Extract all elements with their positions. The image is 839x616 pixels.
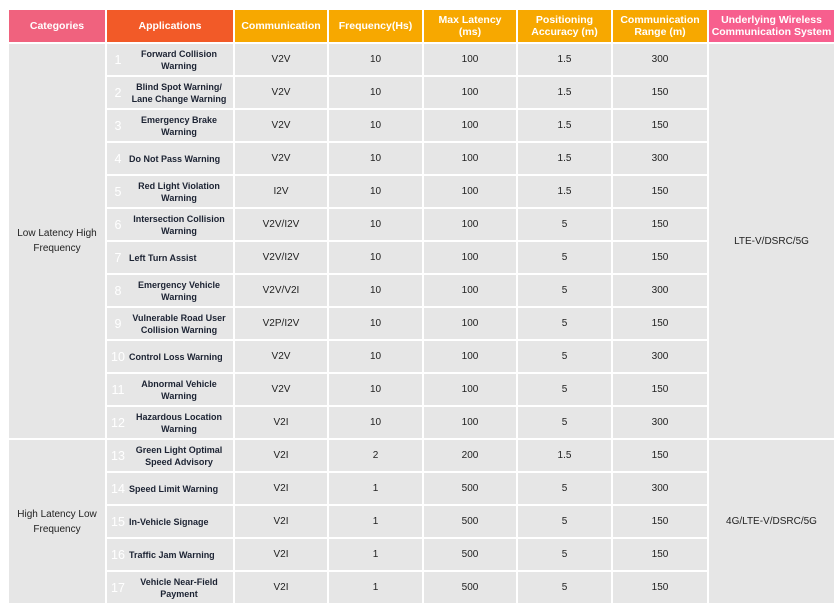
application-cell [107,407,233,438]
communication-cell: V2V/I2V [235,209,327,240]
max-latency-cell: 500 [424,572,516,603]
max-latency-cell: 200 [424,440,516,471]
positioning-cell: 1.5 [518,176,611,207]
positioning-cell: 5 [518,407,611,438]
row-number: 4 [114,151,122,166]
application-name: Traffic Jam Warning [129,549,215,560]
application-name: Vulnerable Road User Collision Warning [132,312,226,335]
header-row [9,10,834,42]
application-cell [107,473,233,504]
frequency-cell: 10 [329,209,422,240]
communication-cell: V2I [235,473,327,504]
category-cell: High Latency Low Frequency [9,440,105,603]
application-cell [107,44,233,75]
positioning-cell: 5 [518,473,611,504]
application-cell [107,572,233,603]
row-number: 7 [114,250,122,265]
max-latency-cell: 100 [424,341,516,372]
range-cell: 150 [613,176,707,207]
range-cell: 300 [613,44,707,75]
communication-cell: V2P/I2V [235,308,327,339]
application-name: Speed Limit Warning [129,483,219,494]
frequency-cell: 10 [329,275,422,306]
application-cell [107,176,233,207]
frequency-cell: 10 [329,308,422,339]
communication-cell: I2V [235,176,327,207]
range-cell: 300 [613,275,707,306]
header-frequency: Frequency(Hs) [329,10,422,42]
frequency-cell: 10 [329,407,422,438]
application-cell [107,77,233,108]
frequency-cell: 1 [329,506,422,537]
positioning-cell: 5 [518,209,611,240]
frequency-cell: 10 [329,176,422,207]
communication-cell: V2V [235,110,327,141]
max-latency-cell: 100 [424,209,516,240]
communication-cell: V2V [235,44,327,75]
application-name: Intersection Collision Warning [133,213,225,236]
row-number: 2 [114,85,122,100]
application-cell [107,341,233,372]
frequency-cell: 10 [329,110,422,141]
communication-cell: V2V [235,77,327,108]
frequency-cell: 1 [329,473,422,504]
table-row [9,44,834,75]
positioning-cell: 5 [518,308,611,339]
positioning-cell: 5 [518,275,611,306]
wireless-system-cell: 4G/LTE-V/DSRC/5G [709,440,834,603]
positioning-cell: 1.5 [518,143,611,174]
application-name: Do Not Pass Warning [129,153,221,164]
range-cell: 150 [613,539,707,570]
row-number: 3 [114,118,122,133]
range-cell: 300 [613,143,707,174]
row-number: 16 [111,547,125,562]
applications-table [7,8,836,605]
row-number: 6 [114,217,122,232]
frequency-cell: 10 [329,374,422,405]
range-cell: 150 [613,440,707,471]
max-latency-cell: 500 [424,506,516,537]
max-latency-cell: 100 [424,77,516,108]
header-categories: Categories [9,10,105,42]
row-number: 15 [111,514,125,529]
frequency-cell: 10 [329,341,422,372]
positioning-cell: 5 [518,572,611,603]
row-number: 5 [114,184,122,199]
frequency-cell: 10 [329,44,422,75]
communication-cell: V2V/V2I [235,275,327,306]
row-number: 9 [114,316,122,331]
communication-cell: V2V [235,374,327,405]
application-name: Vehicle Near-Field Payment [140,576,218,599]
communication-cell: V2I [235,407,327,438]
application-cell [107,209,233,240]
application-cell [107,374,233,405]
frequency-cell: 10 [329,242,422,273]
positioning-cell: 5 [518,374,611,405]
application-cell [107,110,233,141]
range-cell: 300 [613,341,707,372]
positioning-cell: 5 [518,506,611,537]
max-latency-cell: 100 [424,176,516,207]
row-number: 1 [114,52,122,67]
row-number: 12 [111,415,125,430]
row-number: 14 [111,481,125,496]
communication-cell: V2I [235,506,327,537]
application-cell [107,506,233,537]
frequency-cell: 2 [329,440,422,471]
range-cell: 150 [613,209,707,240]
application-cell [107,440,233,471]
range-cell: 150 [613,374,707,405]
range-cell: 150 [613,572,707,603]
application-name: Forward Collision Warning [140,48,217,71]
category-cell: Low Latency High Frequency [9,44,105,438]
application-name: Left Turn Assist [129,252,197,263]
frequency-cell: 10 [329,143,422,174]
positioning-cell: 5 [518,539,611,570]
communication-cell: V2I [235,572,327,603]
communication-cell: V2V/I2V [235,242,327,273]
communication-cell: V2V [235,341,327,372]
row-number: 8 [114,283,122,298]
max-latency-cell: 100 [424,143,516,174]
application-cell [107,539,233,570]
positioning-cell: 1.5 [518,440,611,471]
max-latency-cell: 100 [424,44,516,75]
wireless-system-cell: LTE-V/DSRC/5G [709,44,834,438]
frequency-cell: 1 [329,539,422,570]
range-cell: 300 [613,473,707,504]
max-latency-cell: 100 [424,308,516,339]
application-name: Abnormal Vehicle Warning [141,378,217,401]
application-name: Emergency Brake Warning [140,114,218,137]
row-number: 17 [111,580,125,595]
range-cell: 150 [613,77,707,108]
max-latency-cell: 100 [424,242,516,273]
application-name: Blind Spot Warning/ Lane Change Warning [131,81,227,104]
row-number: 10 [111,349,125,364]
header-wireless: Underlying Wireless Communication System [709,10,834,42]
frequency-cell: 10 [329,77,422,108]
application-name: Red Light Violation Warning [138,180,220,203]
range-cell: 150 [613,110,707,141]
application-name: Emergency Vehicle Warning [137,279,221,302]
header-max-latency: Max Latency (ms) [424,10,516,42]
max-latency-cell: 100 [424,374,516,405]
application-cell [107,308,233,339]
application-name: In-Vehicle Signage [129,516,209,527]
application-name: Control Loss Warning [129,351,223,362]
header-applications: Applications [107,10,233,42]
application-cell [107,275,233,306]
range-cell: 300 [613,407,707,438]
application-name: Green Light Optimal Speed Advisory [135,444,223,467]
communication-cell: V2I [235,440,327,471]
header-range: Communication Range (m) [613,10,707,42]
positioning-cell: 1.5 [518,110,611,141]
max-latency-cell: 100 [424,407,516,438]
application-name: Hazardous Location Warning [135,411,222,434]
range-cell: 150 [613,506,707,537]
row-number: 13 [111,448,125,463]
communication-cell: V2I [235,539,327,570]
range-cell: 150 [613,308,707,339]
communication-cell: V2V [235,143,327,174]
header-communication: Communication [235,10,327,42]
range-cell: 150 [613,242,707,273]
positioning-cell: 1.5 [518,77,611,108]
positioning-cell: 1.5 [518,44,611,75]
max-latency-cell: 500 [424,539,516,570]
frequency-cell: 1 [329,572,422,603]
positioning-cell: 5 [518,341,611,372]
max-latency-cell: 100 [424,275,516,306]
row-number: 11 [111,382,125,397]
header-positioning: Positioning Accuracy (m) [518,10,611,42]
application-cell [107,143,233,174]
max-latency-cell: 100 [424,110,516,141]
positioning-cell: 5 [518,242,611,273]
table-row [9,440,834,471]
application-cell [107,242,233,273]
max-latency-cell: 500 [424,473,516,504]
